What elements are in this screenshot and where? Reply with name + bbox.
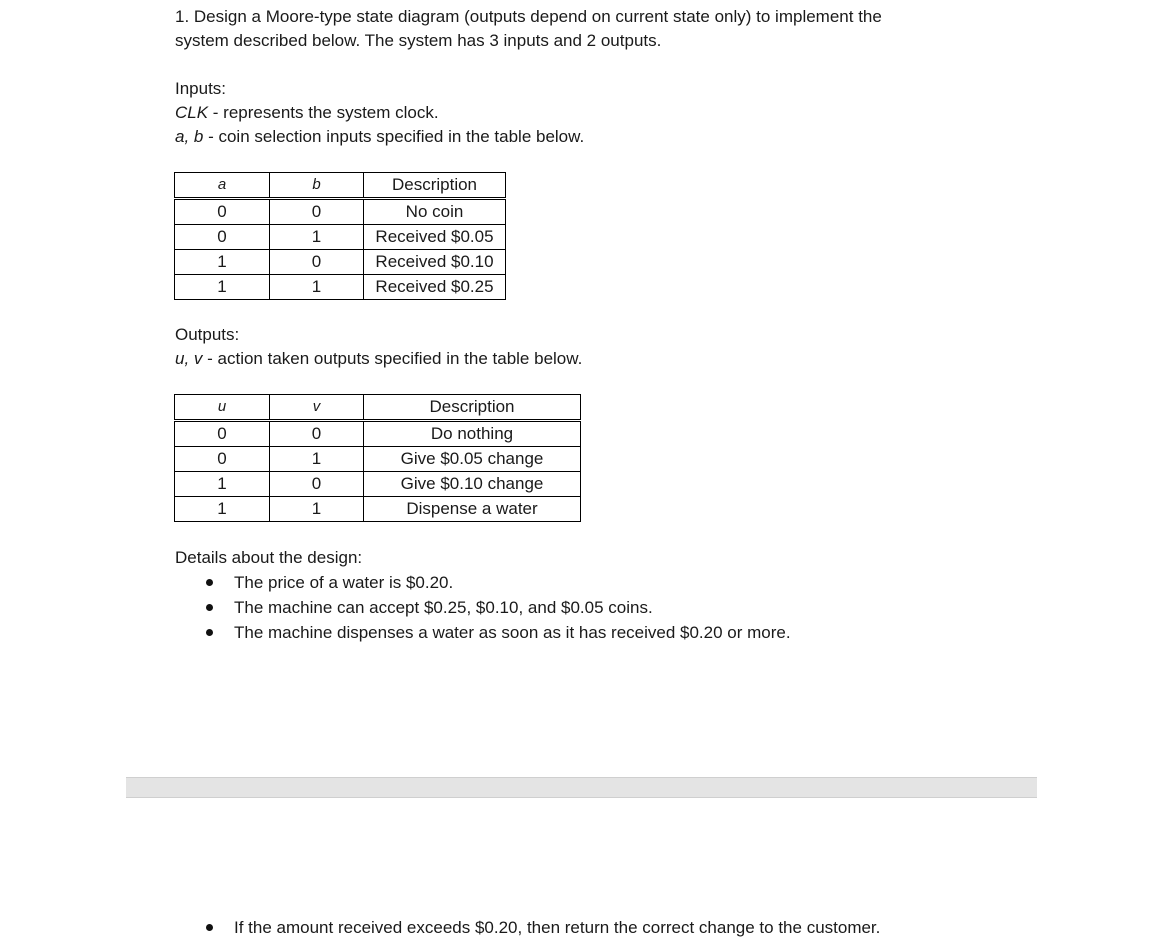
clk-name: CLK (175, 103, 209, 122)
header-u: u (175, 395, 270, 421)
cell-v: 1 (270, 497, 364, 522)
cell-b: 0 (270, 199, 364, 225)
cell-b: 0 (270, 250, 364, 275)
outputs-heading: Outputs: (175, 325, 240, 344)
cell-description: No coin (364, 199, 506, 225)
clk-line (175, 101, 439, 125)
table-row (175, 199, 506, 225)
cell-description: Do nothing (364, 421, 581, 447)
cell-a: 1 (175, 250, 270, 275)
ab-line (175, 125, 584, 149)
cell-description: Dispense a water (364, 497, 581, 522)
cell-u: 1 (175, 472, 270, 497)
table-row (175, 275, 506, 300)
detail-bullet-4: If the amount received exceeds $0.20, then return the correct change to the customer. (234, 918, 881, 937)
output-table-header (175, 395, 581, 421)
ab-desc: - coin selection inputs specified in the table below. (203, 127, 585, 146)
output-table (174, 394, 581, 522)
table-row (175, 472, 581, 497)
bullet-icon (206, 629, 213, 636)
details-heading: Details about the design: (175, 548, 363, 567)
cell-a: 0 (175, 199, 270, 225)
bullet-icon (206, 924, 213, 931)
cell-description: Give $0.10 change (364, 472, 581, 497)
input-table-header (175, 173, 506, 199)
header-a: a (175, 173, 270, 199)
cell-u: 0 (175, 447, 270, 472)
cell-description: Received $0.05 (364, 225, 506, 250)
cell-description: Give $0.05 change (364, 447, 581, 472)
bullet-icon (206, 604, 213, 611)
table-row (175, 497, 581, 522)
cell-b: 1 (270, 275, 364, 300)
clk-desc: - represents the system clock. (208, 103, 439, 122)
table-row (175, 421, 581, 447)
cell-v: 0 (270, 472, 364, 497)
header-b: b (270, 173, 364, 199)
table-row (175, 225, 506, 250)
page-break-separator (126, 777, 1037, 798)
problem-line-2: system described below. The system has 3 inputs and 2 outputs. (175, 31, 662, 50)
detail-bullet-3: The machine dispenses a water as soon as it has received $0.20 or more. (234, 623, 791, 642)
problem-line-1: 1. Design a Moore-type state diagram (outputs depend on current state only) to implement the (175, 7, 882, 26)
cell-v: 1 (270, 447, 364, 472)
bullet-icon (206, 579, 213, 586)
cell-u: 0 (175, 421, 270, 447)
cell-b: 1 (270, 225, 364, 250)
table-row (175, 250, 506, 275)
header-v: v (270, 395, 364, 421)
detail-bullet-1: The price of a water is $0.20. (234, 573, 454, 592)
table-row (175, 447, 581, 472)
uv-line (175, 347, 582, 371)
ab-name: a, b (175, 127, 204, 146)
cell-a: 0 (175, 225, 270, 250)
inputs-heading: Inputs: (175, 79, 227, 98)
uv-desc: - action taken outputs specified in the table below. (202, 349, 583, 368)
cell-description: Received $0.25 (364, 275, 506, 300)
cell-a: 1 (175, 275, 270, 300)
header-description: Description (364, 173, 506, 199)
detail-bullet-2: The machine can accept $0.25, $0.10, and $0.05 coins. (234, 598, 653, 617)
cell-description: Received $0.10 (364, 250, 506, 275)
header-description: Description (364, 395, 581, 421)
input-table (174, 172, 506, 300)
uv-name: u, v (175, 349, 203, 368)
cell-u: 1 (175, 497, 270, 522)
cell-v: 0 (270, 421, 364, 447)
